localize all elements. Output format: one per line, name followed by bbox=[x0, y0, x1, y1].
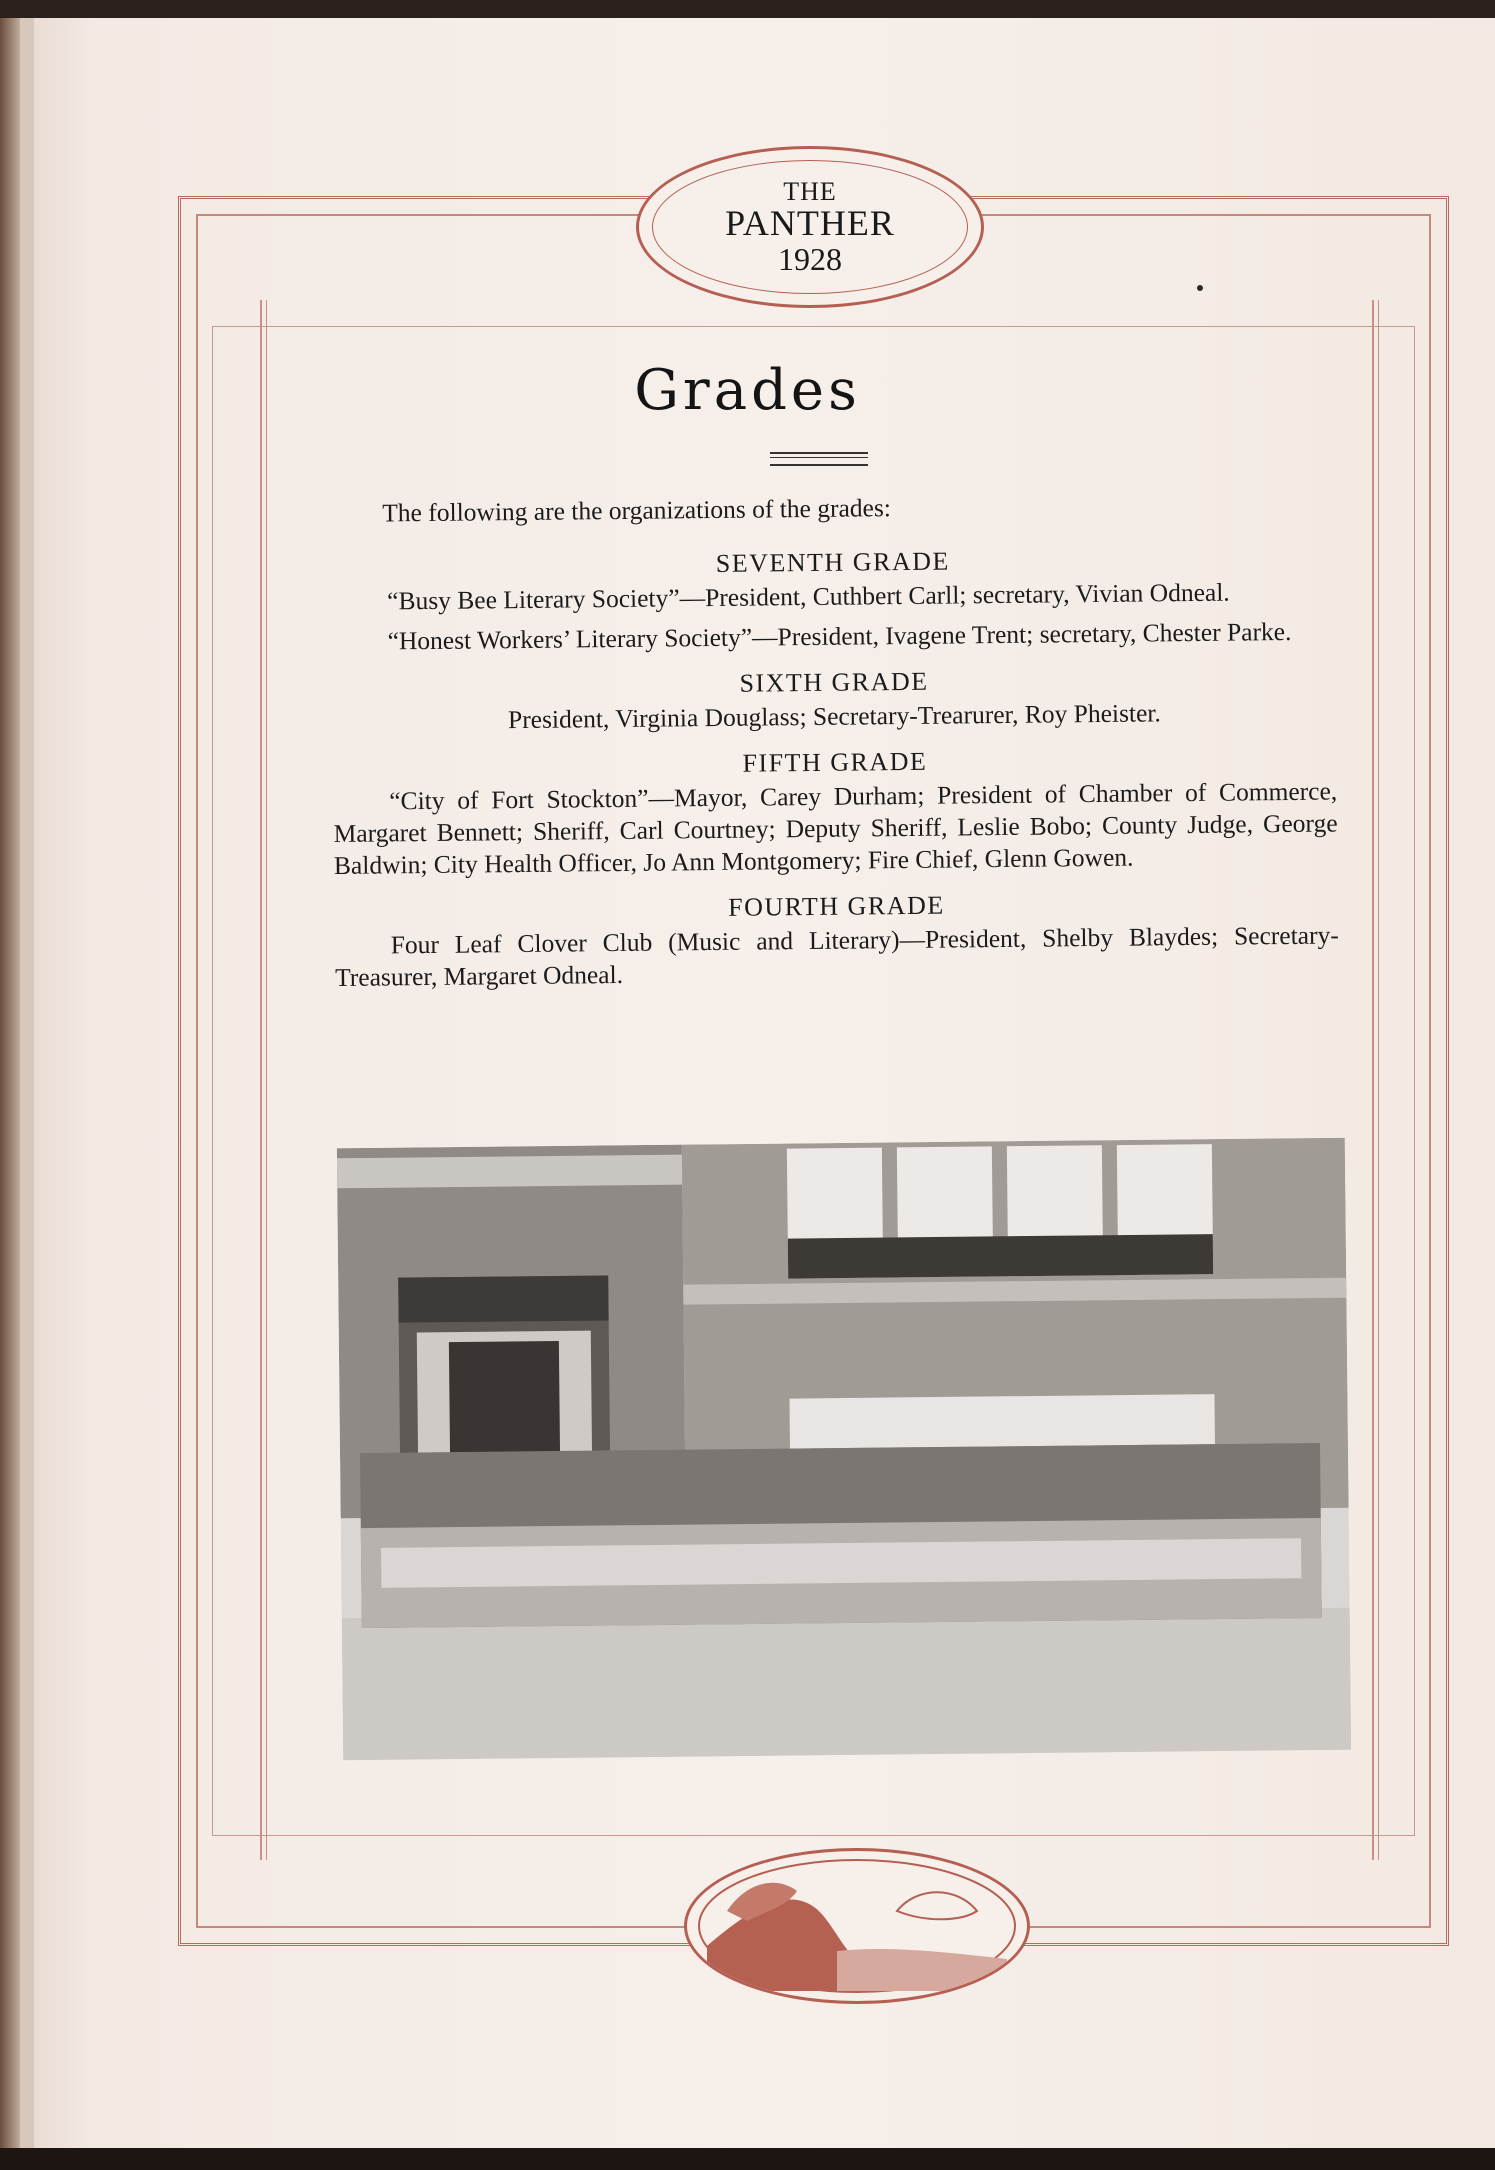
sixth-grade-heading: SIXTH GRADE bbox=[739, 666, 929, 698]
frame-column-left bbox=[260, 300, 267, 1860]
page-bottom-shadow bbox=[0, 2148, 1495, 2170]
masthead bbox=[652, 160, 968, 294]
group-photo bbox=[337, 1138, 1351, 1761]
masthead-the: THE bbox=[783, 176, 837, 206]
page-title: Grades bbox=[634, 358, 861, 423]
seventh-grade-paragraph-2: “Honest Workers’ Literary Society”—President, Ivagene Trent; secretary, Chester Parke. bbox=[387, 616, 1292, 656]
book-binding bbox=[0, 18, 22, 2148]
article-body bbox=[330, 477, 1339, 1001]
intro-text: The following are the organizations of the grades: bbox=[382, 493, 892, 528]
landscape-vignette-icon bbox=[684, 1848, 1030, 2004]
title-underline bbox=[770, 452, 868, 466]
frame-column-right bbox=[1372, 300, 1379, 1860]
masthead-year: 1928 bbox=[778, 240, 842, 277]
group-photo-image bbox=[337, 1138, 1351, 1761]
page-speck bbox=[1197, 285, 1203, 291]
sixth-grade-text: President, Virginia Douglass; Secretary-Trearurer, Roy Pheister. bbox=[507, 698, 1161, 735]
fifth-grade-paragraph: “City of Fort Stockton”—Mayor, Carey Durham; President of Chamber of Commerce, Margaret Bennett; Sheriff, Carl Courtney; Deputy Sheriff, Leslie Bobo; County Judge, George Baldwin; City Health Officer, Jo Ann Montgomery; Fire Chief, Glenn Gowen. bbox=[333, 776, 1338, 880]
seventh-grade-heading: SEVENTH GRADE bbox=[715, 546, 950, 578]
seventh-grade-paragraph-1: “Busy Bee Literary Society”—President, Cuthbert Carll; secretary, Vivian Odneal. bbox=[387, 577, 1230, 616]
masthead-title: PANTHER bbox=[725, 202, 895, 243]
fourth-grade-heading: FOURTH GRADE bbox=[727, 890, 945, 922]
fifth-grade-heading: FIFTH GRADE bbox=[742, 746, 928, 778]
masthead-oval bbox=[636, 146, 984, 308]
fourth-grade-paragraph: Four Leaf Clover Club (Music and Literary)—President, Shelby Blaydes; Secretary-Treasurer, Margaret Odneal. bbox=[334, 920, 1339, 992]
